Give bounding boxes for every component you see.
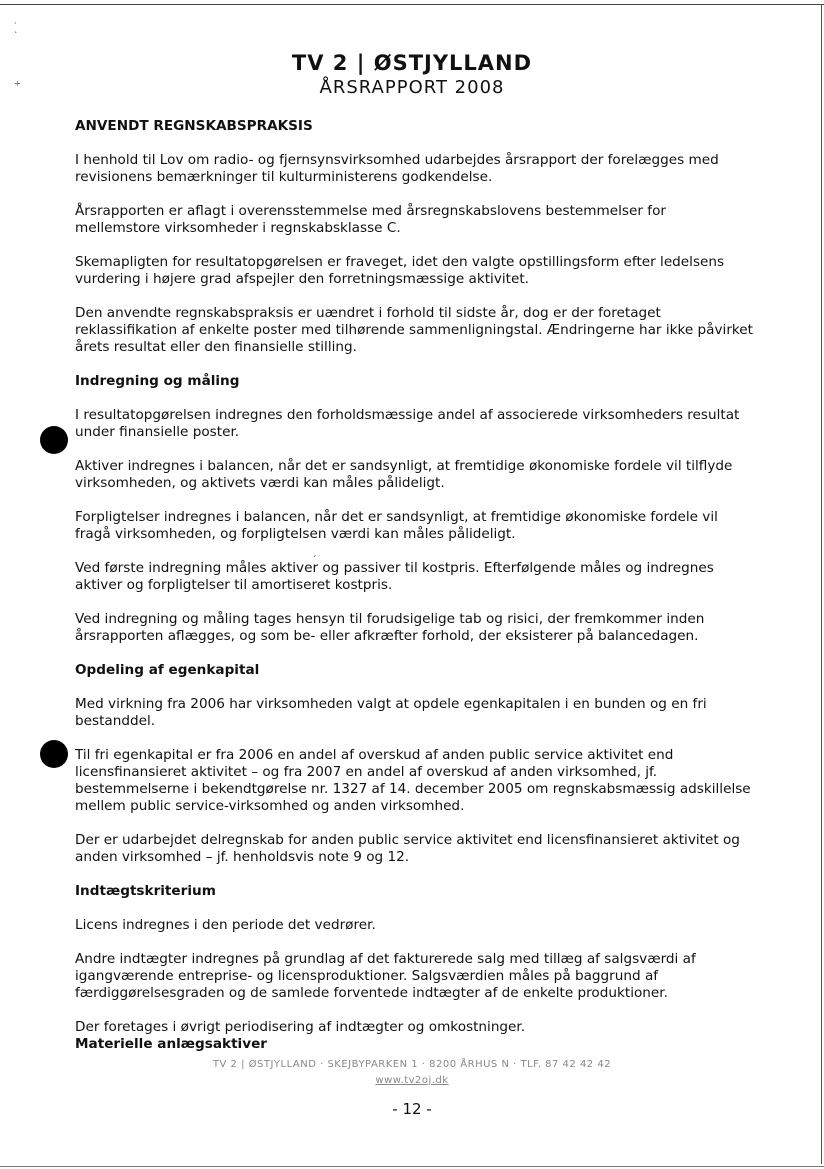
document-body xyxy=(75,118,755,1053)
report-subtitle: ÅRSRAPPORT 2008 xyxy=(319,77,505,98)
paragraph: Forpligtelser indregnes i balancen, når det er sandsynligt, at fremtidige økonomiske fordele vil fragå virksomheden, og forpligtelsen værdi kan måles pålideligt. xyxy=(75,509,718,542)
paragraph: Andre indtægter indregnes på grundlag af det fakturerede salg med tillæg af salgsværdi af igangværende entreprise- og licensproduktioner. Salgsværdien måles på baggrund af færdiggørelsesgraden og de samlede forventede indtægter af de enkelte produktioner. xyxy=(75,951,696,1001)
paragraph: Ved indregning og måling tages hensyn til forudsigelige tab og risici, der fremkommer inden årsrapporten aflægges, og som be- eller afkræfter forhold, der eksisterer på balancedagen. xyxy=(75,611,705,644)
report-header xyxy=(0,50,824,100)
section-heading-anvendt: ANVENDT REGNSKABSPRAKSIS xyxy=(75,118,313,134)
paragraph: I henhold til Lov om radio- og fjernsynsvirksomhed udarbejdes årsrapport der forelægges med revisionens bemærkninger til kulturministerens godkendelse. xyxy=(75,152,719,185)
section-heading-indtaegt: Indtægtskriterium xyxy=(75,883,216,899)
page-number: - 12 - xyxy=(392,1100,432,1118)
paragraph: Med virkning fra 2006 har virksomheden valgt at opdele egenkapitalen i en bunden og en fri bestanddel. xyxy=(75,696,707,729)
scan-tick-mark: ˏ xyxy=(312,548,317,558)
scan-border-bottom xyxy=(0,1166,824,1167)
page-footer xyxy=(0,1057,824,1089)
paragraph: Skemapligten for resultatopgørelsen er fraveget, idet den valgte opstillingsform efter ledelsens vurdering i højere grad afspejler den forretningsmæssige aktivitet. xyxy=(75,254,725,287)
paragraph: Aktiver indregnes i balancen, når det er sandsynligt, at fremtidige økonomiske fordele vil tilflyde virksomheden, og aktivets værdi kan måles pålideligt. xyxy=(75,458,733,491)
paragraph: Årsrapporten er aflagt i overensstemmelse med årsregnskabslovens bestemmelser for mellemstore virksomheder i regnskabsklasse C. xyxy=(75,203,666,236)
scan-specks: · ` ÷ xyxy=(14,19,21,88)
paragraph: I resultatopgørelsen indregnes den forholdsmæssige andel af associerede virksomheders resultat under finansielle poster. xyxy=(75,407,740,440)
scan-border-top xyxy=(0,4,824,5)
brand-title: TV 2 | ØSTJYLLAND xyxy=(291,51,533,75)
section-heading-materielle: Materielle anlægsaktiver xyxy=(75,1036,268,1052)
paragraph: Der er udarbejdet delregnskab for anden public service aktivitet end licensfinansieret aktivitet og anden virksomhed – jf. henholdsvis note 9 og 12. xyxy=(75,832,740,865)
hole-punch-mark-1 xyxy=(40,426,68,454)
section-heading-egenkapital: Opdeling af egenkapital xyxy=(75,662,260,678)
paragraph: Til fri egenkapital er fra 2006 en andel af overskud af anden public service aktivitet end licensfinansieret aktivitet – og fra 2007 en andel af overskud af anden virksomhed, jf. bestemmelserne i bekendtgørelse nr. 1327 af 14. december 2005 om regnskabsmæssig adskillelse mellem public service-virksomhed og anden virksomhed. xyxy=(75,747,751,814)
footer-url[interactable]: www.tv2oj.dk xyxy=(375,1075,449,1086)
hole-punch-mark-2 xyxy=(40,740,68,768)
paragraph: Den anvendte regnskabspraksis er uændret i forhold til sidste år, dog er der foretaget reklassifikation af enkelte poster med tilhørende sammenligningstal. Ændringerne har ikke påvirket årets resultat eller den finansielle stilling. xyxy=(75,305,753,355)
section-heading-indregning: Indregning og måling xyxy=(75,373,240,389)
paragraph: Licens indregnes i den periode det vedrører. xyxy=(75,917,376,933)
footer-address: TV 2 | ØSTJYLLAND · SKEJBYPARKEN 1 · 8200 ÅRHUS N · TLF. 87 42 42 42 xyxy=(212,1059,612,1070)
paragraph: Ved første indregning måles aktiver og passiver til kostpris. Efterfølgende måles og indregnes aktiver og forpligtelser til amortiseret kostpris. xyxy=(75,560,714,593)
scan-border-right xyxy=(821,4,822,1164)
paragraph: Der foretages i øvrigt periodisering af indtægter og omkostninger. xyxy=(75,1019,526,1035)
